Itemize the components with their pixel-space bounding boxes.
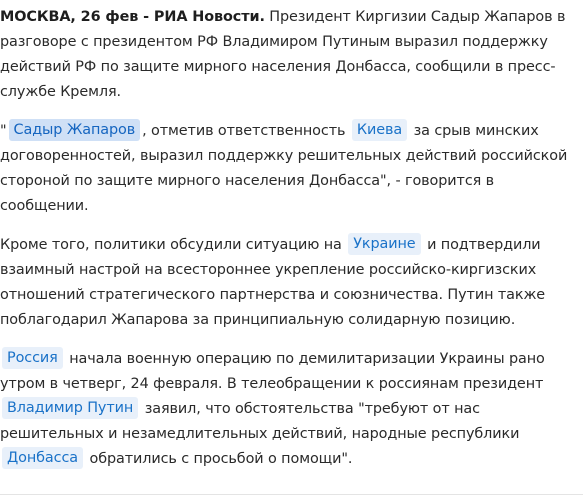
- paragraph-3: [0, 233, 583, 333]
- line: [0, 233, 583, 258]
- text: начала военную операцию по демилитаризации Украины рано: [69, 351, 545, 367]
- line: сообщении.: [0, 198, 89, 214]
- text: и подтвердили: [427, 237, 541, 253]
- line: взаимный настрой на всестороннее укрепление российско-киргизских: [0, 262, 537, 278]
- line: [0, 5, 583, 30]
- tag-link-kiev[interactable]: Киева: [352, 119, 407, 141]
- line: стороной по защите мирного населения Донбасса", - говорится в: [0, 173, 495, 189]
- text: Президент Киргизии Садыр Жапаров в: [264, 9, 566, 25]
- paragraph-4: [0, 347, 583, 472]
- dateline: МОСКВА, 26 фев - РИА Новости.: [0, 9, 265, 25]
- line: [0, 447, 583, 472]
- line: действий РФ по защите мирного населения Донбасса, сообщили в пресс-: [0, 59, 556, 75]
- tag-link-vladimir-putin[interactable]: Владимир Путин: [2, 397, 138, 419]
- text: за срыв минских: [413, 123, 539, 139]
- line: договоренностей, выразил поддержку решительных действий российской: [0, 148, 568, 164]
- line: решительных и незамедлительных действий, народные республики: [0, 426, 520, 442]
- line: [0, 397, 583, 422]
- paragraph-2: [0, 119, 583, 219]
- tag-link-sadyr-zhaparov[interactable]: Садыр Жапаров: [9, 119, 141, 141]
- line: поблагодарил Жапарова за принципиальную солидарную позицию.: [0, 312, 516, 328]
- text: Кроме того, политики обсудили ситуацию на: [0, 237, 342, 253]
- line: [0, 347, 583, 372]
- text: обратились с просьбой о помощи".: [89, 451, 353, 467]
- tag-link-ukraine[interactable]: Украине: [348, 233, 420, 255]
- quote-mark: ": [0, 123, 7, 139]
- text: , отметив ответственность: [142, 123, 346, 139]
- tag-link-donbass[interactable]: Донбасса: [2, 447, 83, 469]
- line: утром в четверг, 24 февраля. В телеобращении к россиянам президент: [0, 376, 544, 392]
- line: [0, 119, 583, 144]
- tag-link-russia[interactable]: Россия: [2, 347, 63, 369]
- paragraph-1: [0, 5, 583, 105]
- line: разговоре с президентом РФ Владимиром Путиным выразил поддержку: [0, 34, 548, 50]
- bottom-divider: [0, 494, 583, 495]
- line: отношений стратегического партнерства и союзничества. Путин также: [0, 287, 546, 303]
- line: службе Кремля.: [0, 84, 121, 100]
- text: заявил, что обстоятельства "требуют от нас: [144, 401, 480, 417]
